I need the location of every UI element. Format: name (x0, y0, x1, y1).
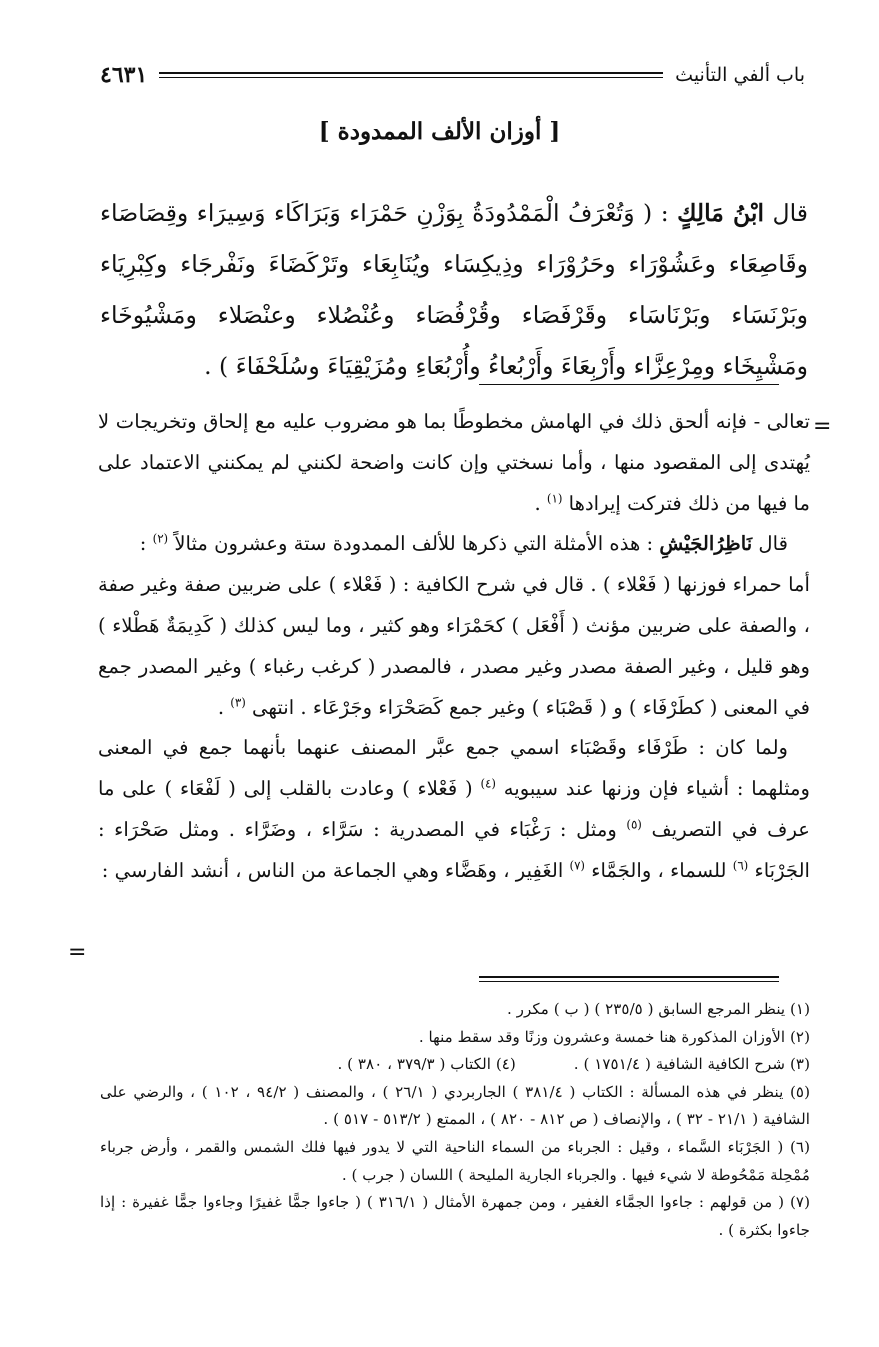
commentary-paragraph-3: أما حمراء فوزنها ( فَعْلاء ) . قال في شرح الكافية : ( فَعْلاء ) على ضربين صفة وغير صفة ، والصفة على ضربين مؤنث ( أَفْعَل ) كحَمْرَاء وهو كثير ، وما ليس كذلك ( كَدِيمَةٌ هَطْلاء ) وهو قليل ، وغير الصفة مصدر وغير مصدر ، فالمصدر ( كرغب رغباء ) وغير المصدر جمع في المعنى ( كطَرْفَاء ) و ( قَصْبَاء ) وغير جمع كَصَحْرَاء وجَرْعَاء . انتهى $^{(٣)}$ . (98, 573, 810, 719)
footnote-7: (٧) ( من قولهم : جاءوا الجمَّاء الغفير ، ومن جمهرة الأمثال ( ٣١٦/١ ) ( جاءوا جمًّا غفيرًا وجاءوا جمًّا غفيرة : إذا جاءوا بكثرة ) . (100, 1193, 810, 1239)
margin-mark-bottom: = (68, 940, 87, 965)
main-text-body: : ( وَتُعْرَفُ الْمَمْدُودَةُ بِوَزْنِ حَمْرَاء وَبَرَاكَاء وَسِيرَاء وقِصَاصَاء وقَاصِعَاء وعَشُوْرَاء وحَرُوْرَاء وذِيكِسَاء ويُنَابِعَاء وتَرْكَضَاءَ ونَفْرجَاء وكِبْرِيَاء وبَرْنَسَاء وبَرْنَاسَاء وقَرْفَصَاء وقُرْفُصَاء وعُنْصُلاء وعنْصَلاء ومَشْيُوخَاء ومَشْيِخَاء ومِرْعِزَّاء وأَرْبِعَاءَ وأَرْبُعاءُ وأُرْبُعَاءِ ومُزَيْقِيَاءَ وسُلَحْفَاءَ ) . (100, 199, 808, 380)
commentary-text-4d: للسماء ، والجَمَّاء (591, 858, 727, 882)
commentary-text-4b: ( فَعْلاء ) وعادت بالقلب إلى ( لَفْعَاء ) على ما عرف في التصريف (98, 777, 810, 841)
commentary (98, 402, 810, 892)
main-separator (479, 384, 779, 385)
footnote-ref-4: (٤) (480, 776, 496, 791)
commentary-lead-2: قال (758, 532, 788, 556)
commentary-text-4a: ولما كان : طَرْفَاء وقَصْبَاء اسمي جمع عبَّر المصنف عنهما بأنهما جمع في المعنى ومثلهما : أشياء فإن وزنها عند سيبويه (98, 736, 810, 801)
footnotes (100, 996, 810, 1244)
commentary-text-2: : هذه الأمثلة التي ذكرها للألف الممدودة ستة وعشرون مثالاً (174, 532, 654, 556)
footnote-3: (٣) شرح الكافية الشافية ( ١٧٥١/٤ ) . (573, 1055, 810, 1074)
margin-mark-top: = (813, 414, 832, 439)
main-text-lead: قال (772, 199, 808, 227)
footnote-ref-2: (٢) (152, 531, 169, 546)
footnote-2: (٢) الأوزان المذكورة هنا خمسة وعشرون وزنًا وقد سقط منها . (418, 1027, 810, 1046)
commentary-paragraph-1: تعالى - فإنه ألحق ذلك في الهامش مخطوطًا بما هو مضروب عليه مع إلحاق وتخريجات لا يُهتدى إلى المقصود منها ، وأما نسختي وإن كانت واضحة لكنني لم يمكنني الاعتماد على ما فيها من ذلك فتركت إيرادها $^{(١)}$ . (98, 410, 810, 515)
footnote-separator (479, 976, 779, 982)
page-number: ٤٦٣١ (100, 62, 148, 88)
commentary-text-3: أما حمراء فوزنها ( فَعْلاء ) . قال في شرح الكافية : ( فَعْلاء ) على ضربين صفة وغير صفة ، والصفة على ضربين مؤنث ( أَفْعَل ) كحَمْرَاء وهو كثير ، وما ليس كذلك ( كَدِيمَةٌ هَطْلاء ) وهو قليل ، وغير الصفة مصدر وغير مصدر ، فالمصدر ( كرغب رغباء ) وغير المصدر جمع في المعنى ( كطَرْفَاء ) و ( قَصْبَاء ) وغير جمع كَصَحْرَاء وجَرْعَاء . انتهى (98, 573, 810, 719)
footnote-3-4 (100, 1051, 810, 1079)
main-text (100, 188, 808, 392)
commentary-text-4e: الغَفِير ، وهَضَّاء وهي الجماعة من الناس ، أنشد الفارسي : (101, 858, 564, 882)
footnote-4: (٤) الكتاب ( ٣٧٩/٣ ، ٣٨٠ ) . (337, 1055, 516, 1074)
footnote-5: (٥) ينظر في هذه المسألة : الكتاب ( ٣٨١/٤ ) الجاربردي ( ٢٦/١ ) ، والمصنف ( ٩٤/٢ ، ١٠٢ ) ، والرضي على الشافية ( ٢١/١ - ٣٢ ) ، والإنصاف ( ص ٨١٢ - ٨٢٠ ) ، الممتع ( ٥١٣/٢ - ٥١٧ ) . (100, 1082, 810, 1129)
footnote-ref-1: (١) (546, 491, 563, 506)
footnote-ref-7: (٧) (569, 858, 586, 873)
commentary-paragraph-2: قال نَاظِرُالجَيْشِ : هذه الأمثلة التي ذكرها للألف الممدودة ستة وعشرون مثالاً $^{(٢)}$ : (139, 531, 788, 556)
section-title: [ أوزان الألف الممدودة ] (318, 118, 561, 145)
footnote-ref-6: (٦) (732, 858, 749, 873)
footnote-ref-5: (٥) (626, 817, 642, 832)
commentary-author: نَاظِرُالجَيْشِ (659, 532, 753, 556)
main-text-author: ابْنُ مَالِكٍ (677, 199, 765, 227)
header-rule (159, 72, 663, 78)
commentary-paragraph-4 (98, 728, 810, 891)
page-header (100, 58, 805, 92)
footnote-6: (٦) ( الجَرْبَاء السَّماء ، وقيل : الجرباء من السماء الناحية التي لا يدور فيها فلك الشمس والقمر ، وأرض جرباء مُمْحِلة مَمْحُوطة لا شيء فيها . والجرباء الجارية المليحة ) اللسان ( جرب ) . (100, 1137, 810, 1184)
footnote-ref-3: (٣) (230, 695, 246, 710)
commentary-text-4c: ومثل : رَغْبَاء في المصدرية : سَرَّاء ، وضَرَّاء . ومثل صَحْرَاء : الجَرْبَاء (98, 817, 810, 882)
running-title: باب ألفي التأنيث (675, 64, 805, 86)
footnote-1: (١) ينظر المرجع السابق ( ٢٣٥/٥ ) ( ب ) مكرر . (506, 1000, 810, 1018)
commentary-text-1: تعالى - فإنه ألحق ذلك في الهامش مخطوطًا بما هو مضروب عليه مع إلحاق وتخريجات لا يُهتدى إلى المقصود منها ، وأما نسختي وإن كانت واضحة لكنني لم يمكنني الاعتماد على ما فيها من ذلك فتركت إيرادها (98, 410, 810, 515)
